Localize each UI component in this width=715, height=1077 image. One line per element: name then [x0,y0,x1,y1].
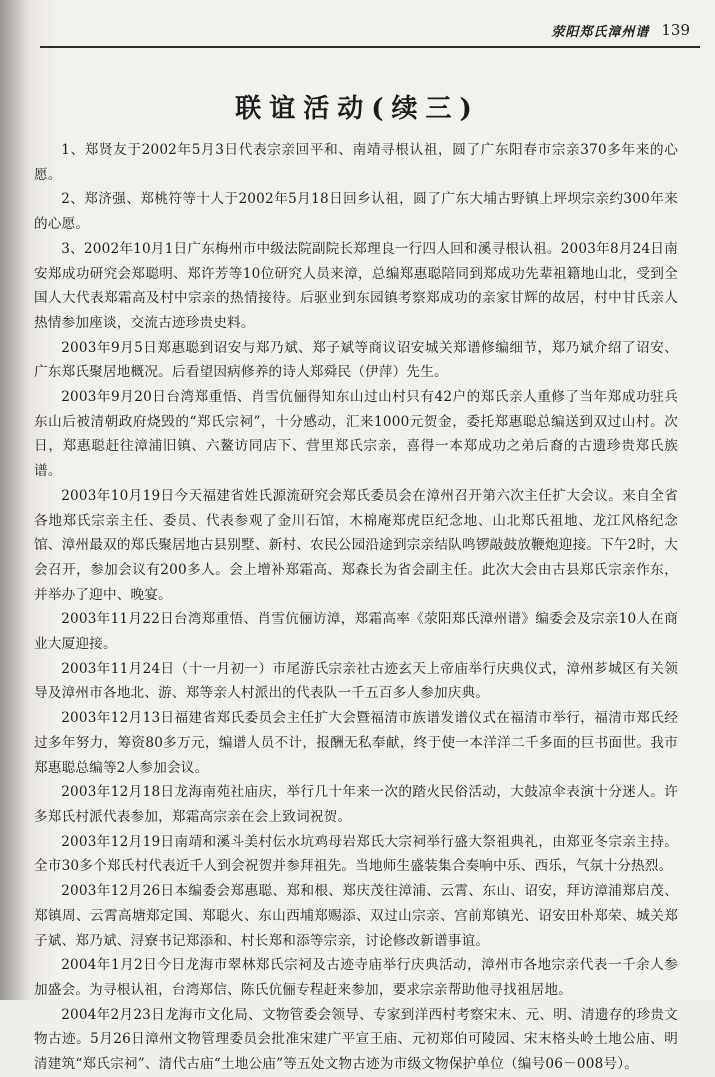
binding-shadow [0,0,30,1000]
paragraph: 2003年11月22日台湾郑重悟、肖雪伉俪访漳，郑霜高率《荥阳郑氏漳州谱》编委会及宗亲10人在商业大厦迎接。 [34,611,678,653]
paragraph: 3、2002年10月1日广东梅州市中级法院副院长郑理良一行四人回和溪寻根认祖。2003年8月24日南安郑成功研究会郑聪明、郑许芳等10位研究人员来漳，总编郑惠聪陪同到郑成功先辈祖籍地山北，受到全国人大代表郑霜高及村中宗亲的热情接待。后驱业到东园镇考察郑成功的亲家甘辉的故居，村中甘氏亲人热情参加座谈，交流古迹珍贵史料。 [34,240,678,331]
running-title: 荥阳郑氏漳州谱 [551,24,650,40]
body-text [34,138,678,1077]
header-rule [40,46,700,48]
paragraph: 2003年12月26日本编委会郑惠聪、郑和根、郑庆茂往漳浦、云霄、东山、诏安，拜访漳浦郑启茂、郑镇周、云霄高塘郑定国、郑聪火、东山西埔郑赐添、双过山宗亲、宫前郑镇光、诏安田朴郑荣、城关郑子斌、郑乃斌、浔寮书记郑添和、村长郑和添等宗亲，讨论修改新谱事谊。 [34,883,678,949]
paragraph: 2003年11月24日（十一月初一）市尾游氏宗亲社古迹玄天上帝庙举行庆典仪式，漳州芗城区有关领导及漳州市各地北、游、郑等亲人村派出的代表队一千五百多人参加庆典。 [34,660,678,702]
paragraph: 2003年12月19日南靖和溪斗美村伝水坑鸡母岩郑氏大宗祠举行盛大祭祖典礼，由郑亚冬宗亲主持。全市30多个郑氏村代表近千人到会祝贺并参拜祖先。当地师生盛装集合奏响中乐、西乐，气氛十分热烈。 [34,833,678,875]
paragraph: 2004年1月2日今日龙海市翠林郑氏宗祠及古迹寺庙举行庆典活动，漳州市各地宗亲代表一千余人参加盛会。为寻根认祖，台湾郑信、陈氏伉俪专程赶来参加，要求宗亲帮助他寻找祖居地。 [34,957,678,998]
page-title: 联谊活动(续三) [235,94,480,124]
paragraph: 2、郑济强、郑桃符等十人于2002年5月18日回乡认祖，圆了广东大埔古野镇上坪坝宗亲约300年来的心愿。 [34,191,678,233]
paragraph: 2003年12月18日龙海南苑社庙庆，举行几十年来一次的踏火民俗活动，大鼓凉伞表演十分迷人。许多郑氏村派代表参加，郑霜高宗亲在会上致词祝贺。 [34,784,678,825]
paragraph: 2003年12月13日福建省郑氏委员会主任扩大会暨福清市族谱发谱仪式在福清市举行，福清市郑氏经过多年努力，筹资80多万元，编谱人员不计，报酬无私奉献，终于使一本洋洋二千多面的巨书面世。我市郑惠聪总编等2人参加会议。 [34,710,678,776]
paragraph: 2003年10月19日今天福建省姓氏源流研究会郑氏委员会在漳州召开第六次主任扩大会议。来自全省各地郑氏宗亲主任、委员、代表参观了金川石馆，木棉庵郑虎臣纪念地、山北郑氏祖地、龙江风格纪念馆、漳州最双的郑氏聚居地古县别墅、新村、农民公园沿途到宗亲结队鸣锣敲鼓放鞭炮迎接。下午2时，大会召开，参加会议有200多人。会上增补郑霜高、郑森长为省会副主任。此次大会由古县郑氏宗亲作东，并举办了迎中、晚宴。 [34,487,678,603]
paragraph: 2004年2月23日龙海市文化局、文物管委会领导、专家到洋西村考察宋末、元、明、清遗存的珍贵文物古迹。5月26日漳州文物管理委员会批准宋建广平宣王庙、元初郑伯可陵园、宋末格头岭土地公庙、明清建筑“郑氏宗祠”、清代古庙“土地公庙”等五处文物古迹为市级文物保护单位（编号06－008号）。 [34,1006,678,1073]
paragraph: 2003年9月5日郑惠聪到诏安与郑乃斌、郑子斌等商议诏安城关郑谱修编细节，郑乃斌介绍了诏安、广东郑氏聚居地概况。后看望因病修养的诗人郑舜民（伊萍）先生。 [34,339,678,381]
page-number: 139 [661,21,690,39]
running-header [480,18,690,42]
paragraph: 2003年9月20日台湾郑重悟、肖雪伉俪得知东山过山村只有42户的郑氏亲人重修了当年郑成功驻兵东山后被清朝政府烧毁的“郑氏宗祠”，十分感动，汇来1000元贺金，委托郑惠聪总编送到双过山村。次日，郑惠聪赶往漳浦旧镇、六鳌访同店下、营里郑氏宗亲，喜得一本郑成功之弟后裔的古遗珍贵郑氏族谱。 [34,389,678,480]
paragraph: 1、郑贤友于2002年5月3日代表宗亲回平和、南靖寻根认祖，圆了广东阳春市宗亲370多年来的心愿。 [34,142,678,183]
